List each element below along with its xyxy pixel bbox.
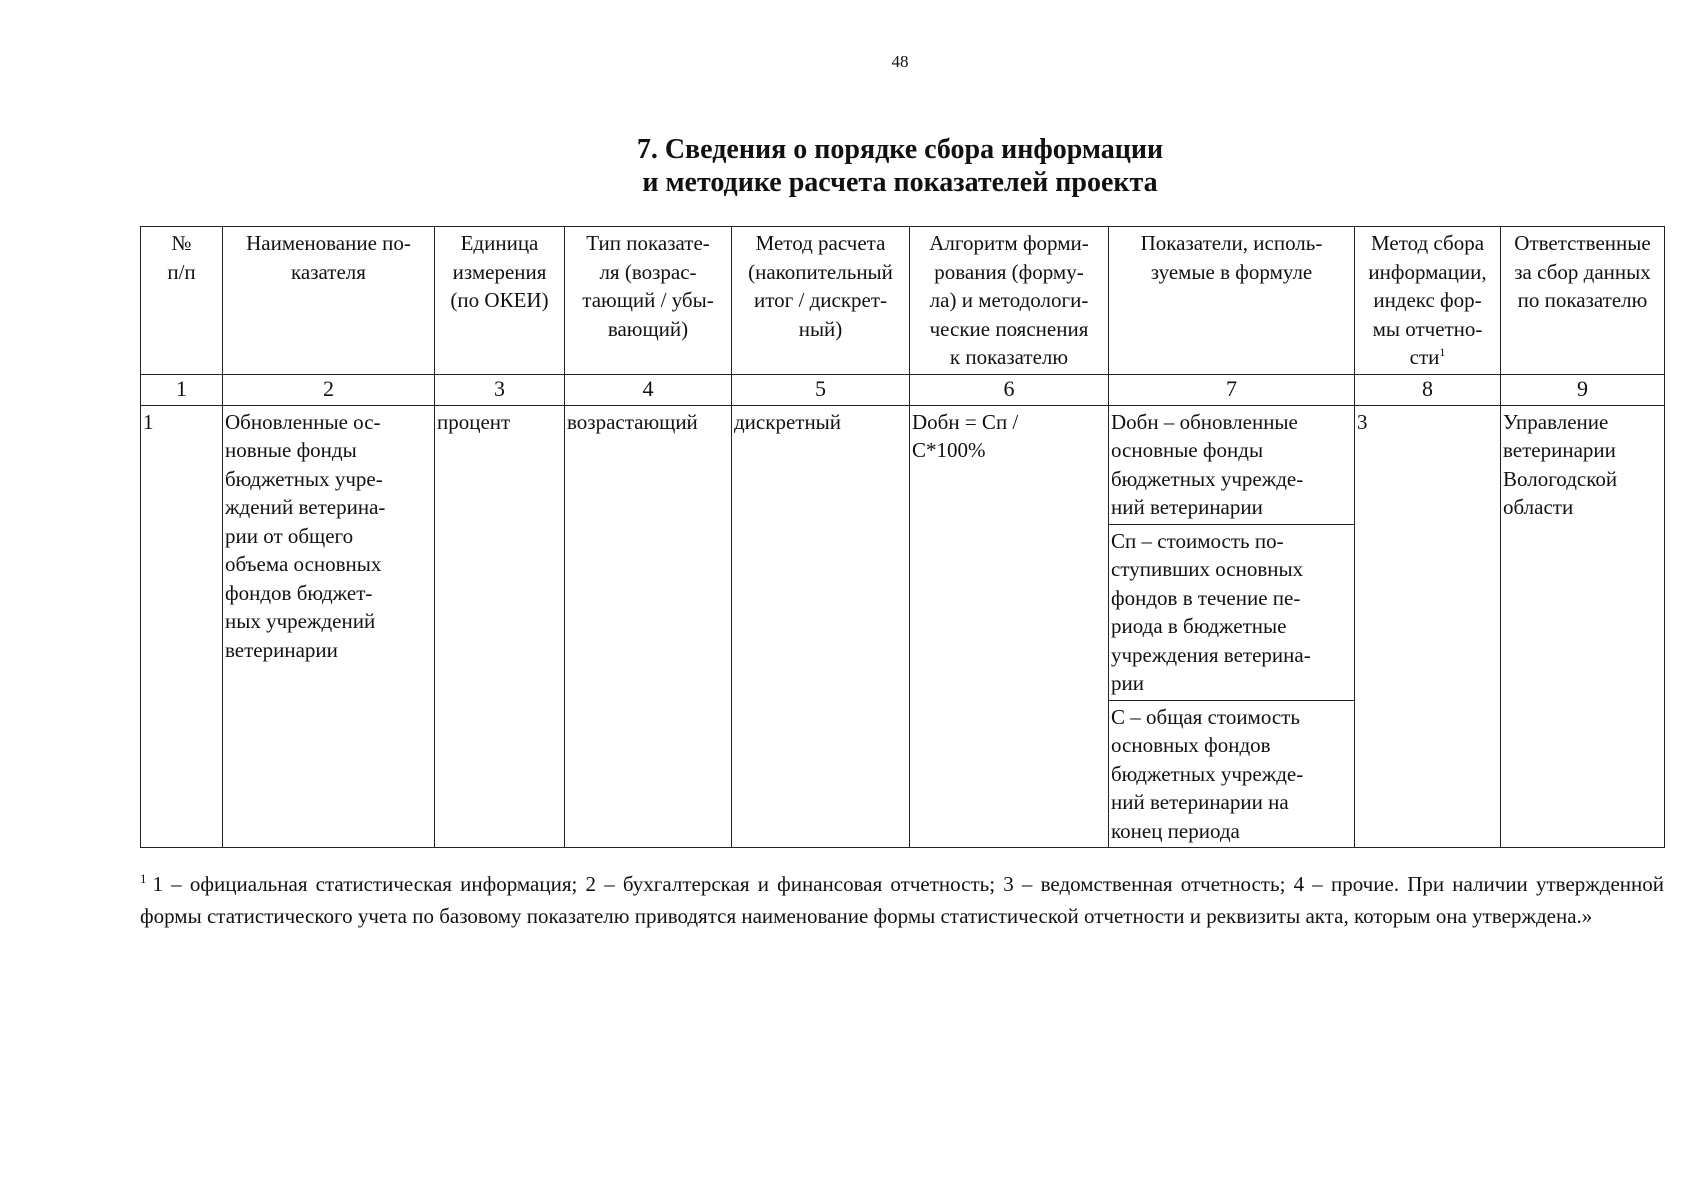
- header-text: Ответственные за сбор данных по показателю: [1514, 231, 1651, 312]
- header-cell-indicators: [1109, 227, 1355, 375]
- column-number: 2: [223, 374, 435, 405]
- cell-text: 1: [143, 409, 154, 434]
- header-text: Метод сбора информации, индекс фор- мы отчетно- сти: [1368, 231, 1487, 369]
- section-title: [0, 133, 1698, 199]
- cell-collection: [1355, 405, 1501, 848]
- indicator-item: Сп – стоимость по- ступивших основных фондов в течение пе- риода в бюджетные учреждения ветерина- рии: [1109, 525, 1354, 701]
- footnote-mark: 1: [140, 871, 147, 886]
- cell-unit: [435, 405, 565, 848]
- footnote-text: 1 – официальная статистическая информация; 2 – бухгалтерская и финансовая отчетность; 3 – ведомственная отчетность; 4 – прочие. При наличии утвержденной формы статистического учета по базовому показателю приводятся наименование формы статистической отчетности и реквизиты акта, которым она утверждена.»: [140, 872, 1664, 928]
- title-line-1: 7. Сведения о порядке сбора информации: [636, 134, 1164, 165]
- cell-text: Dобн = Сп / С*100%: [912, 409, 1019, 462]
- cell-name: [223, 405, 435, 848]
- title-line-2: и методике расчета показателей проекта: [642, 167, 1158, 198]
- header-cell-method: [732, 227, 910, 375]
- indicator-item: С – общая стоимость основных фондов бюджетных учрежде- ний ветеринарии на конец периода: [1111, 704, 1304, 843]
- indicator-item: Dобн – обновленные основные фонды бюджетных учрежде- ний ветеринарии: [1109, 406, 1354, 525]
- header-cell-unit: [435, 227, 565, 375]
- cell-text: 3: [1357, 409, 1368, 434]
- column-number: 8: [1355, 374, 1501, 405]
- cell-text: дискретный: [734, 409, 842, 434]
- header-text: Единица измерения (по ОКЕИ): [450, 231, 549, 312]
- column-number: 1: [141, 374, 223, 405]
- cell-responsible: [1501, 405, 1665, 848]
- header-cell-name: [223, 227, 435, 375]
- header-cell-responsible: [1501, 227, 1665, 375]
- header-text: № п/п: [167, 231, 196, 284]
- header-cell-type: [565, 227, 732, 375]
- table-header-row: [141, 227, 1665, 375]
- page-number: 48: [891, 52, 909, 71]
- header-text: Наименование по- казателя: [246, 231, 411, 284]
- cell-type: [565, 405, 732, 848]
- cell-text: возрастающий: [567, 409, 698, 434]
- header-text: Метод расчета (накопительный итог / дискрет- ный): [748, 231, 893, 341]
- column-number: 9: [1501, 374, 1665, 405]
- cell-text: процент: [437, 409, 511, 434]
- table-row: [141, 405, 1665, 848]
- column-number: 6: [910, 374, 1109, 405]
- indicators-table: [140, 226, 1665, 848]
- cell-num: [141, 405, 223, 848]
- header-cell-collection: [1355, 227, 1501, 375]
- cell-formula: [910, 405, 1109, 848]
- header-cell-num: [141, 227, 223, 375]
- cell-text: Управление ветеринарии Вологодской области: [1503, 409, 1618, 519]
- footnote-ref: 1: [1439, 345, 1446, 359]
- column-number: 4: [565, 374, 732, 405]
- column-number: 7: [1109, 374, 1355, 405]
- header-cell-algorithm: [910, 227, 1109, 375]
- header-text: Показатели, исполь- зуемые в формуле: [1140, 231, 1323, 284]
- cell-text: Обновленные ос- новные фонды бюджетных учре- ждений ветерина- рии от общего объема основных фондов бюджет- ных учреждений ветеринарии: [225, 409, 386, 662]
- header-text: Тип показате- ля (возрас- тающий / убы- вающий): [582, 231, 714, 341]
- indicators-list: [1109, 406, 1354, 848]
- header-text: Алгоритм форми- рования (форму- ла) и методологи- ческие пояснения к показателю: [929, 231, 1089, 369]
- cell-indicators: [1109, 405, 1355, 848]
- column-number: 3: [435, 374, 565, 405]
- column-number: 5: [732, 374, 910, 405]
- footnote: [140, 868, 1664, 932]
- cell-method: [732, 405, 910, 848]
- column-number-row: [141, 374, 1665, 405]
